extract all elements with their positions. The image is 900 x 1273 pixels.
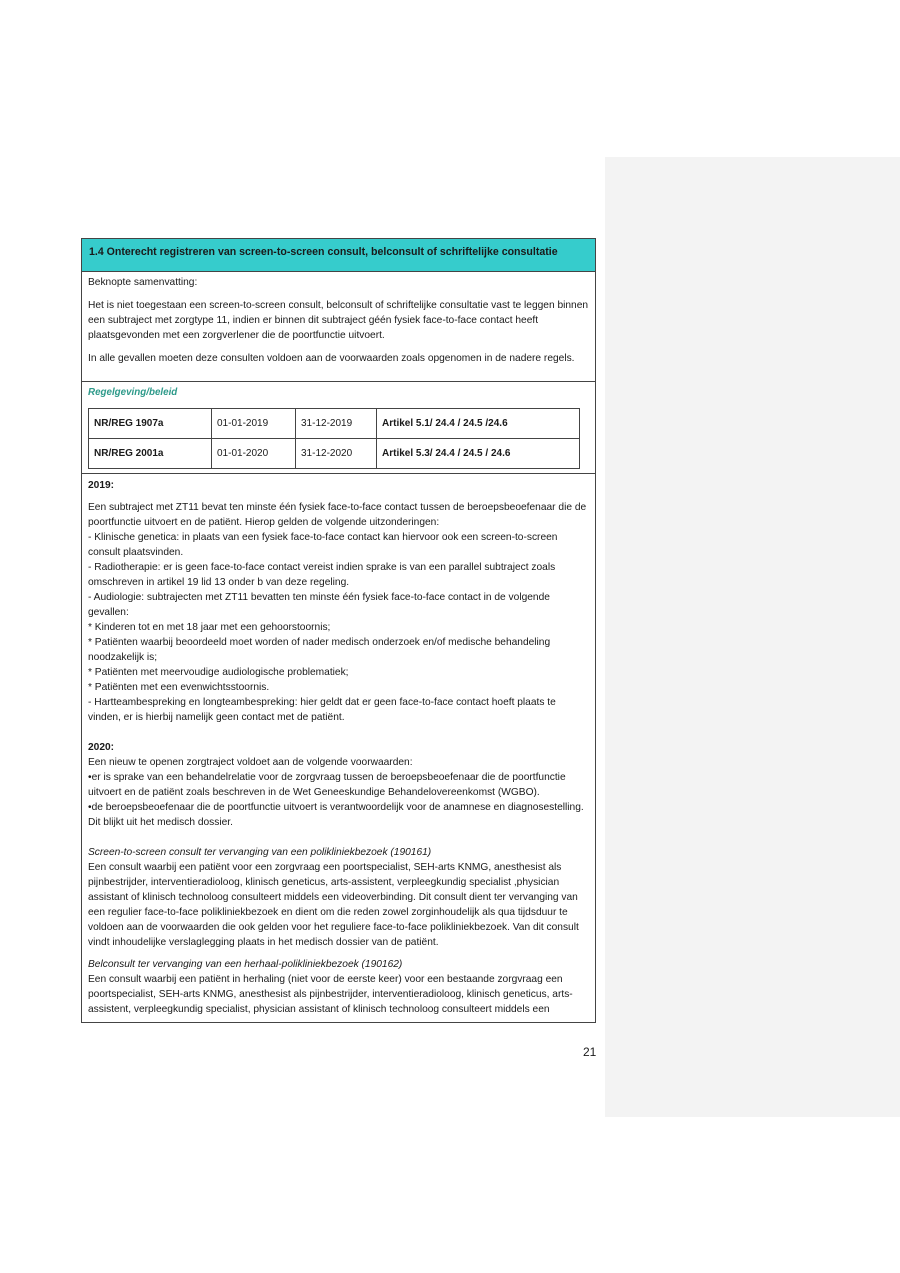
artikel: Artikel 5.1/ 24.4 / 24.5 /24.6 (377, 409, 580, 439)
rule-line: Een subtraject met ZT11 bevat ten minste één fysiek face-to-face contact tussen de beroepsbeoefenaar die de poortfunctie uitvoert en de patiënt. Hierop gelden de volgende uitzonderingen: (88, 502, 587, 528)
summary-section (82, 272, 595, 382)
summary-paragraph-1: Het is niet toegestaan een screen-to-screen consult, belconsult of schriftelijke consultatie vast te leggen binnen een subtraject met zorgtype 11, indien er binnen dit subtraject géén fysiek face-to-face contact heeft plaatsgevonden met een zorgverlener die de poortfunctie uitvoert. (88, 300, 589, 341)
table-row (89, 409, 580, 439)
comment-pane (605, 157, 900, 1117)
rule-line: * Kinderen tot en met 18 jaar met een gehoorstoornis; (88, 622, 331, 633)
regelgeving-heading: Regelgeving/beleid (88, 387, 178, 398)
screen-consult-heading: Screen-to-screen consult ter vervanging van een polikliniekbezoek (190161) (88, 847, 432, 858)
rule-line: - Radiotherapie: er is geen face-to-face contact vereist indien sprake is van een parallel subtraject zoals omschreven in artikel 19 lid 13 onder b van deze regeling. (88, 562, 556, 588)
rule-line: * Patiënten met een evenwichtsstoornis. (88, 682, 270, 693)
section-title: 1.4 Onterecht registreren van screen-to-screen consult, belconsult of schriftelijke consultatie (82, 239, 595, 272)
page-number: 21 (583, 1045, 597, 1059)
rule-line: - Klinische genetica: in plaats van een fysiek face-to-face contact kan hiervoor ook een screen-to-screen consult plaatsvinden. (88, 532, 558, 558)
end-date: 31-12-2020 (296, 439, 377, 469)
belconsult-text: Een consult waarbij een patiënt in herhaling (niet voor de eerste keer) voor een bestaande zorgvraag een poortspecialist, SEH-arts KNMG, anesthesist als pijnbestrijder, interventieradioloog, klinisch geneticus, arts-assistent, verpleegkundig specialist, physician assistant of klinisch technoloog consulteert middels een (88, 974, 573, 1015)
screen-consult-text: Een consult waarbij een patiënt voor een zorgvraag een poortspecialist, SEH-arts KNMG, anesthesist als pijnbestrijder, interventieradioloog, klinisch geneticus, arts-assistent, verpleegkundig specialist ,physician assistant of klinisch technoloog consulteert middels een videoverbinding. Dit consult dient ter vervanging van een regulier face-to-face polikliniekbezoek en dient om die reden zowel zorginhoudelijk als qua tijdsduur te voldoen aan de voorwaarden die ook gelden voor het reguliere face-to-face polikliniekbezoek. Van dit consult vindt inhoudelijke verslaglegging plaats in het medisch dossier van de patiënt. (88, 862, 579, 948)
start-date: 01-01-2019 (212, 409, 296, 439)
artikel: Artikel 5.3/ 24.4 / 24.5 / 24.6 (377, 439, 580, 469)
details-section (82, 474, 595, 1017)
reg-code: NR/REG 1907a (89, 409, 212, 439)
rule-line: •de beroepsbeoefenaar die de poortfunctie uitvoert is verantwoordelijk voor de anamnese en diagnosestelling. Dit blijkt uit het medisch dossier. (88, 802, 584, 828)
table-row (89, 439, 580, 469)
summary-label: Beknopte samenvatting: (88, 277, 198, 288)
summary-paragraph-2: In alle gevallen moeten deze consulten voldoen aan de voorwaarden zoals opgenomen in de nadere regels. (88, 353, 575, 364)
rule-line: * Patiënten met meervoudige audiologische problematiek; (88, 667, 349, 678)
end-date: 31-12-2019 (296, 409, 377, 439)
rule-box (81, 238, 596, 1023)
regelgeving-table (88, 408, 580, 469)
regelgeving-section (82, 382, 595, 474)
year-2019-label: 2019: (88, 480, 115, 491)
year-2020-label: 2020: (88, 742, 115, 753)
rule-line: •er is sprake van een behandelrelatie voor de zorgvraag tussen de beroepsbeoefenaar die de poortfunctie uitvoert en de patiënt zoals beschreven in de Wet Geneeskundige Behandelovereenkomst (WGBO). (88, 772, 566, 798)
rule-line: * Patiënten waarbij beoordeeld moet worden of nader medisch onderzoek en/of medische behandeling noodzakelijk is; (88, 637, 551, 663)
rule-line: - Hartteambespreking en longteambespreking: hier geldt dat er geen face-to-face contact hoeft plaats te vinden, er is hierbij namelijk geen contact met de patiënt. (88, 697, 556, 723)
rule-line: - Audiologie: subtrajecten met ZT11 bevatten ten minste één fysiek face-to-face contact in de volgende gevallen: (88, 592, 550, 618)
start-date: 01-01-2020 (212, 439, 296, 469)
belconsult-heading: Belconsult ter vervanging van een herhaal-polikliniekbezoek (190162) (88, 959, 403, 970)
rule-line: Een nieuw te openen zorgtraject voldoet aan de volgende voorwaarden: (88, 757, 413, 768)
reg-code: NR/REG 2001a (89, 439, 212, 469)
